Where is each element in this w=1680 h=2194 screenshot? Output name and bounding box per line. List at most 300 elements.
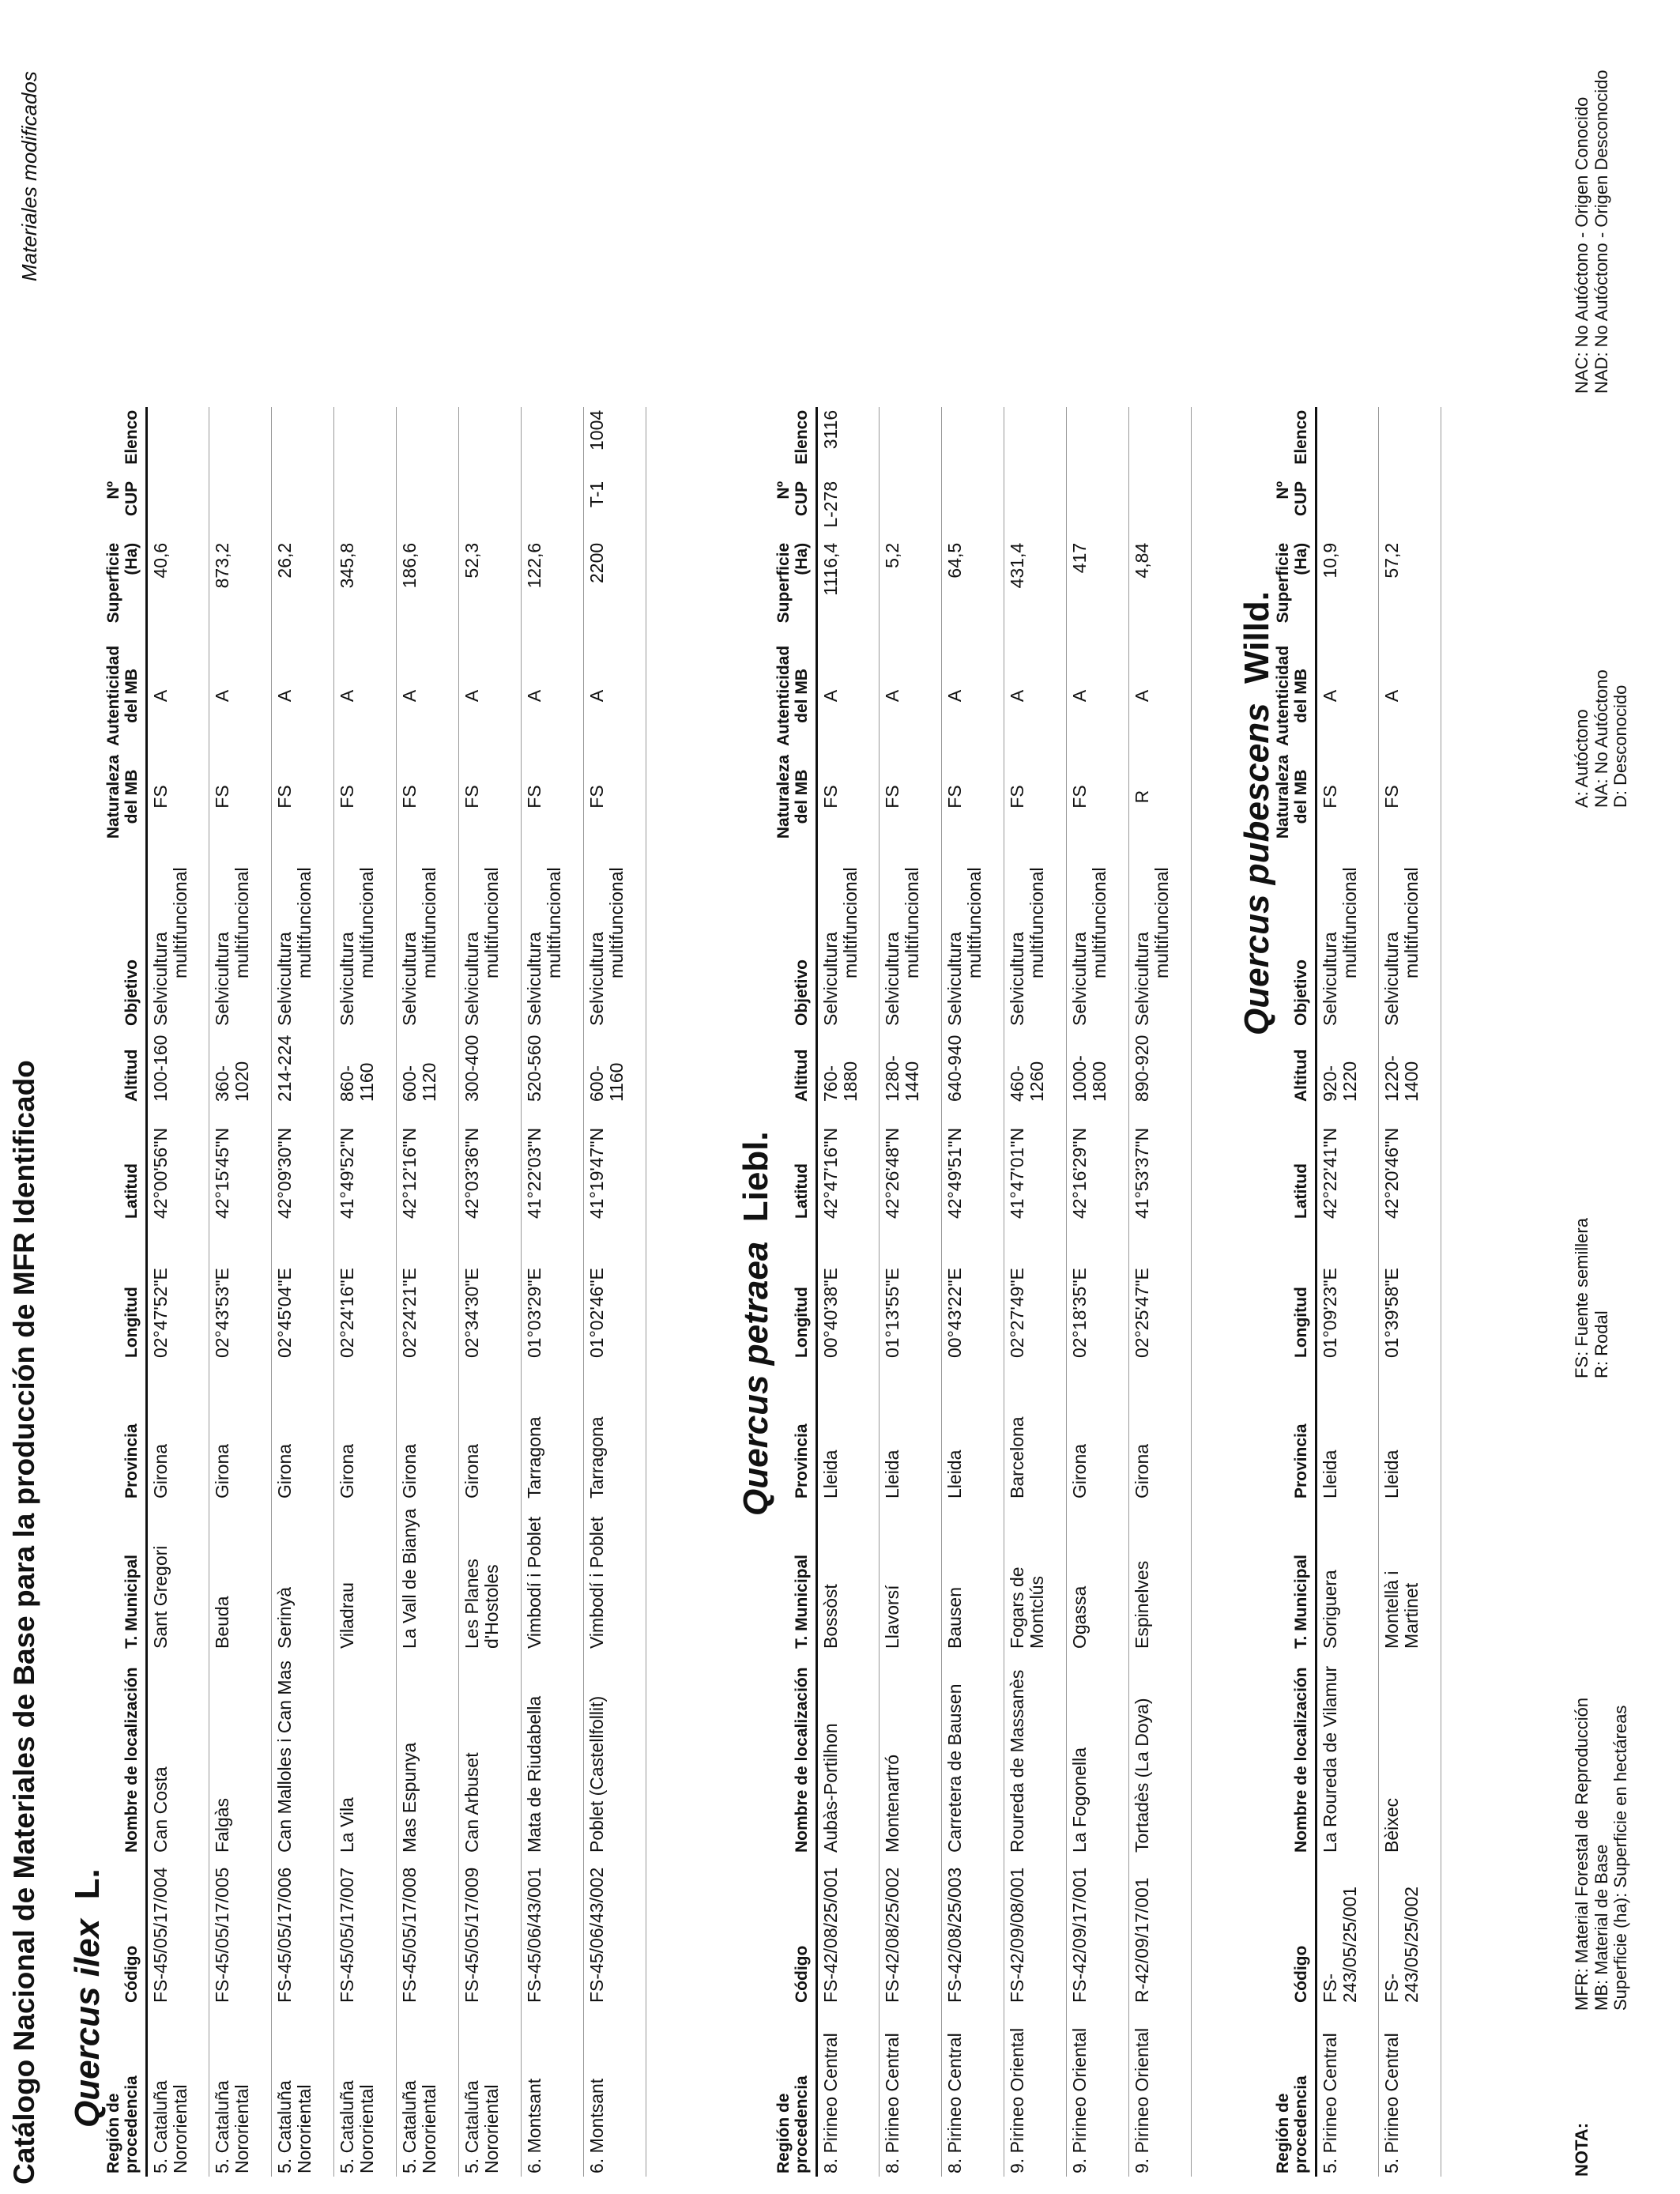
species-name: Quercus pubescens <box>1237 703 1276 1035</box>
column-header-objetivo: Objetivo <box>1274 844 1317 1029</box>
cell-latitud: 42°47'16"N <box>817 1105 880 1222</box>
cell-codigo: FS-45/06/43/002 <box>584 1856 646 2006</box>
cell-nombre: La Vila <box>334 1652 397 1856</box>
cell-longitud: 02°25'47"E <box>1129 1222 1192 1361</box>
column-header-altitud: Altitud <box>774 1029 817 1105</box>
cell-elenco <box>1379 407 1441 478</box>
column-header-municipal: T. Municipal <box>104 1502 147 1652</box>
table-row <box>1067 407 1129 2177</box>
table-row <box>1379 407 1441 2177</box>
objetivo-line: Selvicultura <box>586 932 608 1026</box>
cell-municipal: Vimbodí i Poblet <box>522 1502 584 1652</box>
cell-nombre: Falgàs <box>209 1652 272 1856</box>
cell-autenticidad: A <box>397 643 459 749</box>
cell-region: 6. Montsant <box>522 2006 584 2177</box>
cell-elenco: 3116 <box>817 407 880 478</box>
cell-nombre: Mata de Riudabella <box>522 1652 584 1856</box>
objetivo-line: Selvicultura <box>820 932 842 1026</box>
cell-autenticidad: A <box>209 643 272 749</box>
objetivo-line: multifuncional <box>481 867 503 978</box>
cell-superficie: 431,4 <box>1004 540 1067 643</box>
document-title: Catálogo Nacional de Materiales de Base para la producción de MFR Identificado <box>8 1060 40 2185</box>
objetivo-line: Selvicultura <box>150 932 171 1026</box>
cell-elenco <box>522 407 584 478</box>
cell-provincia: Girona <box>147 1361 209 1502</box>
cell-elenco <box>147 407 209 478</box>
column-header-region: Región de procedencia <box>1274 2006 1317 2177</box>
cell-region: 5. Cataluña Nororiental <box>459 2006 522 2177</box>
cell-codigo: FS-42/09/17/001 <box>1067 1856 1129 2006</box>
table-row <box>1317 407 1379 2177</box>
notes-column-1 <box>1573 1698 1631 2011</box>
cell-codigo: FS-243/05/25/001 <box>1317 1856 1379 2006</box>
cell-cup <box>1129 478 1192 540</box>
cell-region: 9. Pirineo Oriental <box>1067 2006 1129 2177</box>
objetivo-line: multifuncional <box>1089 867 1110 978</box>
cell-nombre: Bèixec <box>1379 1652 1441 1856</box>
column-header-longitud: Longitud <box>1274 1222 1317 1361</box>
cell-municipal: Viladrau <box>334 1502 397 1652</box>
cell-municipal: Soriguera <box>1317 1502 1379 1652</box>
cell-naturaleza: FS <box>817 749 880 844</box>
objetivo-line: multifuncional <box>170 867 191 978</box>
cell-nombre: Mas Espunya <box>397 1652 459 1856</box>
table-row <box>1004 407 1067 2177</box>
species-author: Willd. <box>1237 591 1276 684</box>
cell-cup <box>334 478 397 540</box>
cell-nombre: Roureda de Massanès <box>1004 1652 1067 1856</box>
species-table <box>1274 407 1441 2177</box>
cell-provincia: Tarragona <box>522 1361 584 1502</box>
species-table <box>104 407 646 2177</box>
cell-region: 5. Pirineo Central <box>1379 2006 1441 2177</box>
objetivo-line: multifuncional <box>840 867 861 978</box>
cell-objetivo <box>209 844 272 1029</box>
cell-municipal: Bausen <box>942 1502 1004 1652</box>
cell-cup <box>522 478 584 540</box>
cell-superficie: 5,2 <box>880 540 942 643</box>
cell-latitud: 41°49'52"N <box>334 1105 397 1222</box>
column-header-nombre: Nombre de localización <box>104 1652 147 1856</box>
column-header-naturaleza: Naturaleza del MB <box>104 749 147 844</box>
cell-provincia: Lleida <box>1317 1361 1379 1502</box>
cell-longitud: 02°45'04"E <box>272 1222 334 1361</box>
cell-provincia: Lleida <box>817 1361 880 1502</box>
cell-codigo: FS-45/06/43/001 <box>522 1856 584 2006</box>
column-header-latitud: Latitud <box>774 1105 817 1222</box>
cell-region: 9. Pirineo Oriental <box>1004 2006 1067 2177</box>
cell-autenticidad: A <box>1067 643 1129 749</box>
column-header-codigo: Código <box>1274 1856 1317 2006</box>
cell-latitud: 42°49'51"N <box>942 1105 1004 1222</box>
cell-naturaleza: FS <box>1067 749 1129 844</box>
cell-latitud: 42°12'16"N <box>397 1105 459 1222</box>
cell-superficie: 57,2 <box>1379 540 1441 643</box>
cell-naturaleza: FS <box>334 749 397 844</box>
cell-nombre: Aubàs-Portilhon <box>817 1652 880 1856</box>
cell-longitud: 01°09'23"E <box>1317 1222 1379 1361</box>
column-header-naturaleza: Naturaleza del MB <box>1274 749 1317 844</box>
species-heading <box>1237 591 1277 1035</box>
cell-autenticidad: A <box>1129 643 1192 749</box>
column-header-municipal: T. Municipal <box>774 1502 817 1652</box>
cell-objetivo <box>817 844 880 1029</box>
cell-codigo: FS-45/05/17/007 <box>334 1856 397 2006</box>
cell-cup <box>397 478 459 540</box>
cell-autenticidad: A <box>942 643 1004 749</box>
cell-objetivo <box>522 844 584 1029</box>
column-header-objetivo: Objetivo <box>774 844 817 1029</box>
column-header-autenticidad: Autenticidad del MB <box>774 643 817 749</box>
cell-nombre: Can Malloles i Can Mas <box>272 1652 334 1856</box>
cell-longitud: 01°39'58"E <box>1379 1222 1441 1361</box>
cell-provincia: Girona <box>1067 1361 1129 1502</box>
cell-codigo: FS-42/08/25/001 <box>817 1856 880 2006</box>
cell-naturaleza: FS <box>459 749 522 844</box>
cell-provincia: Lleida <box>942 1361 1004 1502</box>
cell-cup <box>209 478 272 540</box>
cell-cup <box>880 478 942 540</box>
cell-naturaleza: FS <box>1379 749 1441 844</box>
cell-altitud: 860-1160 <box>334 1029 397 1105</box>
cell-longitud: 02°34'30"E <box>459 1222 522 1361</box>
note-line: NA: No Autóctono <box>1591 669 1611 808</box>
column-header-superficie: Superficie (Ha) <box>1274 540 1317 643</box>
objetivo-line: multifuncional <box>964 867 985 978</box>
cell-latitud: 42°03'36"N <box>459 1105 522 1222</box>
cell-nombre: Can Arbuset <box>459 1652 522 1856</box>
cell-nombre: Tortadès (La Doya) <box>1129 1652 1192 1856</box>
cell-elenco <box>1129 407 1192 478</box>
cell-region: 9. Pirineo Oriental <box>1129 2006 1192 2177</box>
cell-cup: T-1 <box>584 478 646 540</box>
cell-elenco <box>942 407 1004 478</box>
table-row <box>334 407 397 2177</box>
cell-superficie: 52,3 <box>459 540 522 643</box>
cell-longitud: 02°24'16"E <box>334 1222 397 1361</box>
objetivo-line: Selvicultura <box>399 932 420 1026</box>
cell-region: 8. Pirineo Central <box>817 2006 880 2177</box>
cell-altitud: 600-1120 <box>397 1029 459 1105</box>
cell-cup <box>1004 478 1067 540</box>
cell-naturaleza: FS <box>522 749 584 844</box>
cell-superficie: 1116,4 <box>817 540 880 643</box>
cell-latitud: 42°16'29"N <box>1067 1105 1129 1222</box>
note-line: Superficie (ha): Superficie en hectáreas <box>1610 1705 1631 2011</box>
cell-region: 5. Pirineo Central <box>1317 2006 1379 2177</box>
species-table <box>774 407 1192 2177</box>
cell-provincia: Girona <box>1129 1361 1192 1502</box>
cell-altitud: 100-160 <box>147 1029 209 1105</box>
column-header-latitud: Latitud <box>104 1105 147 1222</box>
cell-latitud: 42°15'45"N <box>209 1105 272 1222</box>
cell-provincia: Girona <box>272 1361 334 1502</box>
cell-superficie: 64,5 <box>942 540 1004 643</box>
cell-superficie: 26,2 <box>272 540 334 643</box>
cell-elenco <box>1067 407 1129 478</box>
cell-naturaleza: FS <box>1004 749 1067 844</box>
objetivo-line: multifuncional <box>232 867 253 978</box>
cell-longitud: 02°27'49"E <box>1004 1222 1067 1361</box>
cell-longitud: 00°40'38"E <box>817 1222 880 1361</box>
cell-codigo: FS-45/05/17/006 <box>272 1856 334 2006</box>
cell-elenco <box>272 407 334 478</box>
cell-cup <box>147 478 209 540</box>
cell-elenco <box>334 407 397 478</box>
note-line: D: Desconocido <box>1610 684 1631 808</box>
cell-municipal: Beuda <box>209 1502 272 1652</box>
cell-autenticidad: A <box>459 643 522 749</box>
cell-altitud: 640-940 <box>942 1029 1004 1105</box>
column-header-municipal: T. Municipal <box>1274 1502 1317 1652</box>
cell-cup <box>1067 478 1129 540</box>
cell-elenco: 1004 <box>584 407 646 478</box>
cell-objetivo <box>1004 844 1067 1029</box>
cell-autenticidad: A <box>272 643 334 749</box>
column-header-codigo: Código <box>104 1856 147 2006</box>
cell-codigo: FS-45/05/17/008 <box>397 1856 459 2006</box>
column-header-naturaleza: Naturaleza del MB <box>774 749 817 844</box>
cell-naturaleza: FS <box>397 749 459 844</box>
cell-nombre: Carretera de Bausen <box>942 1652 1004 1856</box>
cell-nombre: Montenartró <box>880 1652 942 1856</box>
cell-municipal: Montellà i Martinet <box>1379 1502 1441 1652</box>
cell-cup: L-278 <box>817 478 880 540</box>
cell-elenco <box>459 407 522 478</box>
column-header-nombre: Nombre de localización <box>1274 1652 1317 1856</box>
note-line: MB: Material de Base <box>1591 1844 1611 2011</box>
cell-naturaleza: FS <box>584 749 646 844</box>
cell-provincia: Girona <box>397 1361 459 1502</box>
cell-superficie: 4,84 <box>1129 540 1192 643</box>
cell-latitud: 42°09'30"N <box>272 1105 334 1222</box>
cell-naturaleza: FS <box>880 749 942 844</box>
cell-elenco <box>1004 407 1067 478</box>
cell-objetivo <box>1067 844 1129 1029</box>
objetivo-line: multifuncional <box>606 867 627 978</box>
cell-altitud: 1220-1400 <box>1379 1029 1441 1105</box>
column-header-provincia: Provincia <box>104 1361 147 1502</box>
objetivo-line: Selvicultura <box>461 932 483 1026</box>
cell-region: 5. Cataluña Nororiental <box>334 2006 397 2177</box>
column-header-elenco: Elenco <box>1274 407 1317 478</box>
column-header-provincia: Provincia <box>1274 1361 1317 1502</box>
cell-autenticidad: A <box>817 643 880 749</box>
cell-superficie: 873,2 <box>209 540 272 643</box>
cell-latitud: 41°19'47"N <box>584 1105 646 1222</box>
cell-altitud: 890-920 <box>1129 1029 1192 1105</box>
objetivo-line: Selvicultura <box>274 932 296 1026</box>
cell-autenticidad: A <box>334 643 397 749</box>
objetivo-line: Selvicultura <box>1069 932 1090 1026</box>
note-line: FS: Fuente semillera <box>1572 1218 1591 1378</box>
cell-objetivo <box>942 844 1004 1029</box>
cell-autenticidad: A <box>1317 643 1379 749</box>
cell-altitud: 1280-1440 <box>880 1029 942 1105</box>
column-header-autenticidad: Autenticidad del MB <box>104 643 147 749</box>
column-header-cup: Nº CUP <box>104 478 147 540</box>
cell-elenco <box>397 407 459 478</box>
objetivo-line: Selvicultura <box>212 932 233 1026</box>
cell-region: 8. Pirineo Central <box>880 2006 942 2177</box>
cell-codigo: FS-42/08/25/002 <box>880 1856 942 2006</box>
cell-elenco <box>1317 407 1379 478</box>
cell-nombre: La Roureda de Vilamur <box>1317 1652 1379 1856</box>
table-row <box>397 407 459 2177</box>
notes-column-3 <box>1573 669 1631 808</box>
species-heading <box>68 1868 107 2128</box>
cell-altitud: 760-1880 <box>817 1029 880 1105</box>
cell-longitud: 02°24'21"E <box>397 1222 459 1361</box>
cell-codigo: FS-42/09/08/001 <box>1004 1856 1067 2006</box>
cell-provincia: Girona <box>209 1361 272 1502</box>
column-header-elenco: Elenco <box>774 407 817 478</box>
cell-region: 5. Cataluña Nororiental <box>397 2006 459 2177</box>
cell-municipal: La Vall de Bianya <box>397 1502 459 1652</box>
cell-altitud: 360-1020 <box>209 1029 272 1105</box>
cell-naturaleza: R <box>1129 749 1192 844</box>
cell-provincia: Barcelona <box>1004 1361 1067 1502</box>
cell-provincia: Tarragona <box>584 1361 646 1502</box>
cell-longitud: 00°43'22"E <box>942 1222 1004 1361</box>
cell-codigo: FS-243/05/25/002 <box>1379 1856 1441 2006</box>
cell-latitud: 41°22'03"N <box>522 1105 584 1222</box>
table-row <box>942 407 1004 2177</box>
objetivo-line: multifuncional <box>1151 867 1173 978</box>
table-row <box>880 407 942 2177</box>
objetivo-line: Selvicultura <box>944 932 966 1026</box>
objetivo-line: multifuncional <box>356 867 378 978</box>
note-line: A: Autóctono <box>1572 709 1591 808</box>
cell-objetivo <box>459 844 522 1029</box>
species-name: Quercus ilex <box>68 1918 107 2128</box>
cell-cup <box>1317 478 1379 540</box>
species-heading <box>736 1131 776 1516</box>
cell-altitud: 520-560 <box>522 1029 584 1105</box>
cell-longitud: 02°18'35"E <box>1067 1222 1129 1361</box>
document-subtitle: Materiales modificados <box>17 71 41 281</box>
cell-elenco <box>880 407 942 478</box>
species-author: Liebl. <box>736 1131 775 1223</box>
objetivo-line: Selvicultura <box>1132 932 1153 1026</box>
cell-objetivo <box>1379 844 1441 1029</box>
column-header-latitud: Latitud <box>1274 1105 1317 1222</box>
column-header-codigo: Código <box>774 1856 817 2006</box>
cell-codigo: FS-45/05/17/004 <box>147 1856 209 2006</box>
column-header-altitud: Altitud <box>104 1029 147 1105</box>
note-line: NAD: No Autóctono - Origen Desconocido <box>1591 70 1611 394</box>
cell-longitud: 02°47'52"E <box>147 1222 209 1361</box>
species-name: Quercus petraea <box>736 1241 775 1516</box>
objetivo-line: multifuncional <box>419 867 440 978</box>
cell-objetivo <box>880 844 942 1029</box>
column-header-provincia: Provincia <box>774 1361 817 1502</box>
objetivo-line: Selvicultura <box>1381 932 1403 1026</box>
column-header-cup: Nº CUP <box>774 478 817 540</box>
cell-cup <box>459 478 522 540</box>
objetivo-line: multifuncional <box>1026 867 1048 978</box>
cell-autenticidad: A <box>584 643 646 749</box>
cell-latitud: 42°00'56"N <box>147 1105 209 1222</box>
cell-longitud: 01°02'46"E <box>584 1222 646 1361</box>
note-line: NAC: No Autóctono - Origen Conocido <box>1572 96 1591 394</box>
notes-column-4 <box>1573 70 1611 394</box>
notes-label: NOTA: <box>1572 2122 1591 2177</box>
cell-superficie: 10,9 <box>1317 540 1379 643</box>
column-header-altitud: Altitud <box>1274 1029 1317 1105</box>
cell-altitud: 300-400 <box>459 1029 522 1105</box>
cell-superficie: 2200 <box>584 540 646 643</box>
cell-provincia: Girona <box>459 1361 522 1502</box>
column-header-autenticidad: Autenticidad del MB <box>1274 643 1317 749</box>
cell-municipal: Vimbodí i Poblet <box>584 1502 646 1652</box>
note-line: MFR: Material Forestal de Reproducción <box>1572 1697 1591 2011</box>
cell-superficie: 186,6 <box>397 540 459 643</box>
cell-cup <box>272 478 334 540</box>
cell-elenco <box>209 407 272 478</box>
column-header-longitud: Longitud <box>774 1222 817 1361</box>
cell-codigo: FS-45/05/17/005 <box>209 1856 272 2006</box>
cell-longitud: 02°43'53"E <box>209 1222 272 1361</box>
cell-objetivo <box>397 844 459 1029</box>
cell-latitud: 42°20'46"N <box>1379 1105 1441 1222</box>
cell-region: 5. Cataluña Nororiental <box>147 2006 209 2177</box>
cell-codigo: R-42/09/17/001 <box>1129 1856 1192 2006</box>
cell-codigo: FS-45/05/17/009 <box>459 1856 522 2006</box>
objetivo-line: multifuncional <box>544 867 565 978</box>
cell-latitud: 41°53'37"N <box>1129 1105 1192 1222</box>
table-row <box>459 407 522 2177</box>
notes-column-2 <box>1573 1218 1611 1378</box>
cell-superficie: 40,6 <box>147 540 209 643</box>
cell-autenticidad: A <box>147 643 209 749</box>
cell-provincia: Lleida <box>1379 1361 1441 1502</box>
column-header-elenco: Elenco <box>104 407 147 478</box>
cell-municipal: Espinelves <box>1129 1502 1192 1652</box>
cell-codigo: FS-42/08/25/003 <box>942 1856 1004 2006</box>
cell-objetivo <box>584 844 646 1029</box>
cell-altitud: 214-224 <box>272 1029 334 1105</box>
cell-municipal: Serinyà <box>272 1502 334 1652</box>
table-row <box>1129 407 1192 2177</box>
column-header-superficie: Superficie (Ha) <box>104 540 147 643</box>
cell-objetivo <box>147 844 209 1029</box>
cell-naturaleza: FS <box>1317 749 1379 844</box>
cell-naturaleza: FS <box>942 749 1004 844</box>
cell-cup <box>942 478 1004 540</box>
table-row <box>522 407 584 2177</box>
cell-nombre: Can Costa <box>147 1652 209 1856</box>
objetivo-line: Selvicultura <box>524 932 545 1026</box>
cell-longitud: 01°13'55"E <box>880 1222 942 1361</box>
objetivo-line: multifuncional <box>294 867 315 978</box>
cell-altitud: 460-1260 <box>1004 1029 1067 1105</box>
cell-altitud: 1000-1800 <box>1067 1029 1129 1105</box>
table-row <box>272 407 334 2177</box>
cell-latitud: 41°47'01"N <box>1004 1105 1067 1222</box>
cell-autenticidad: A <box>1379 643 1441 749</box>
cell-provincia: Girona <box>334 1361 397 1502</box>
objetivo-line: multifuncional <box>902 867 923 978</box>
column-header-longitud: Longitud <box>104 1222 147 1361</box>
objetivo-line: multifuncional <box>1339 867 1361 978</box>
cell-objetivo <box>334 844 397 1029</box>
cell-naturaleza: FS <box>147 749 209 844</box>
column-header-region: Región de procedencia <box>774 2006 817 2177</box>
cell-municipal: Sant Gregori <box>147 1502 209 1652</box>
cell-region: 5. Cataluña Nororiental <box>272 2006 334 2177</box>
cell-objetivo <box>1317 844 1379 1029</box>
